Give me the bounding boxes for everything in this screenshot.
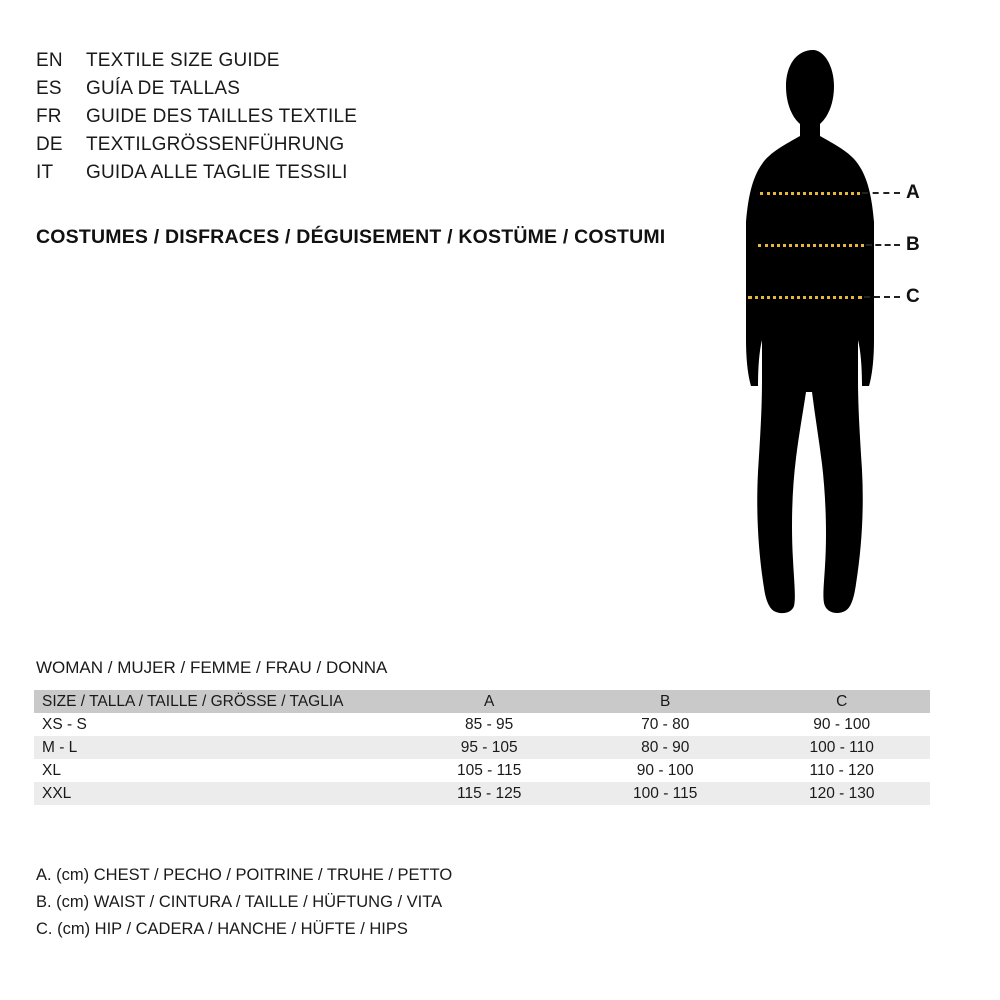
language-label: GUÍA DE TALLAS — [86, 78, 241, 99]
cell-b: 90 - 100 — [636, 762, 694, 779]
table-row — [34, 713, 930, 736]
cell-size: XS - S — [42, 716, 87, 733]
cell-c: 120 - 130 — [808, 785, 875, 802]
cell-c: 110 - 120 — [809, 762, 874, 779]
cell-b: 70 - 80 — [641, 716, 690, 733]
language-code: EN — [36, 50, 63, 71]
cell-c: 100 - 110 — [809, 739, 874, 756]
language-row-es — [36, 78, 676, 106]
measure-line-a — [760, 192, 860, 195]
table-title: WOMAN / MUJER / FEMME / FRAU / DONNA — [36, 658, 388, 677]
cell-a: 105 - 115 — [456, 762, 522, 779]
language-code: DE — [36, 134, 63, 155]
language-code: ES — [36, 78, 62, 99]
cell-size: M - L — [42, 739, 78, 756]
body-figure — [690, 40, 970, 620]
language-code: FR — [36, 106, 62, 127]
table-row — [34, 736, 930, 759]
language-label: TEXTILGRÖSSENFÜHRUNG — [86, 134, 345, 155]
cell-a: 85 - 95 — [465, 716, 514, 733]
column-header-b: B — [660, 693, 671, 710]
table-header-row — [34, 690, 930, 713]
leader-line-a — [862, 192, 900, 194]
measurement-legend — [36, 862, 452, 943]
language-code: IT — [36, 162, 54, 183]
measure-line-c — [748, 296, 862, 299]
language-row-en — [36, 50, 676, 78]
cell-size: XXL — [42, 785, 72, 802]
page-subtitle: COSTUMES / DISFRACES / DÉGUISEMENT / KOSTÜME / COSTUMI — [36, 226, 666, 248]
measure-label-c: C — [906, 286, 920, 307]
measure-label-a: A — [906, 182, 920, 203]
column-header-size: SIZE / TALLA / TAILLE / GRÖSSE / TAGLIA — [42, 693, 344, 710]
legend-line-b: B. (cm) WAIST / CINTURA / TAILLE / HÜFTUNG / VITA — [36, 893, 443, 911]
female-silhouette-icon — [690, 40, 970, 620]
size-table — [34, 690, 930, 805]
language-row-fr — [36, 106, 676, 134]
column-header-c: C — [836, 693, 848, 710]
cell-size: XL — [42, 762, 61, 779]
leader-line-c — [864, 296, 900, 298]
table-body — [34, 713, 930, 805]
language-row-de — [36, 134, 676, 162]
column-header-a: A — [483, 693, 495, 710]
cell-b: 100 - 115 — [633, 785, 698, 802]
cell-a: 95 - 105 — [460, 739, 518, 756]
legend-line-c: C. (cm) HIP / CADERA / HANCHE / HÜFTE / HIPS — [36, 920, 408, 938]
language-label: GUIDA ALLE TAGLIE TESSILI — [86, 162, 348, 183]
language-row-it — [36, 162, 676, 190]
cell-c: 90 - 100 — [813, 716, 871, 733]
language-label: TEXTILE SIZE GUIDE — [86, 50, 280, 71]
table-header — [34, 690, 930, 713]
measure-line-b — [758, 244, 864, 247]
legend-line-a: A. (cm) CHEST / PECHO / POITRINE / TRUHE / PETTO — [36, 866, 453, 884]
table-row — [34, 782, 930, 805]
language-label: GUIDE DES TAILLES TEXTILE — [86, 106, 358, 127]
leader-line-b — [866, 244, 900, 246]
cell-b: 80 - 90 — [641, 739, 690, 756]
table-row — [34, 759, 930, 782]
language-list — [36, 50, 676, 190]
measure-label-b: B — [906, 234, 920, 255]
cell-a: 115 - 125 — [456, 785, 522, 802]
